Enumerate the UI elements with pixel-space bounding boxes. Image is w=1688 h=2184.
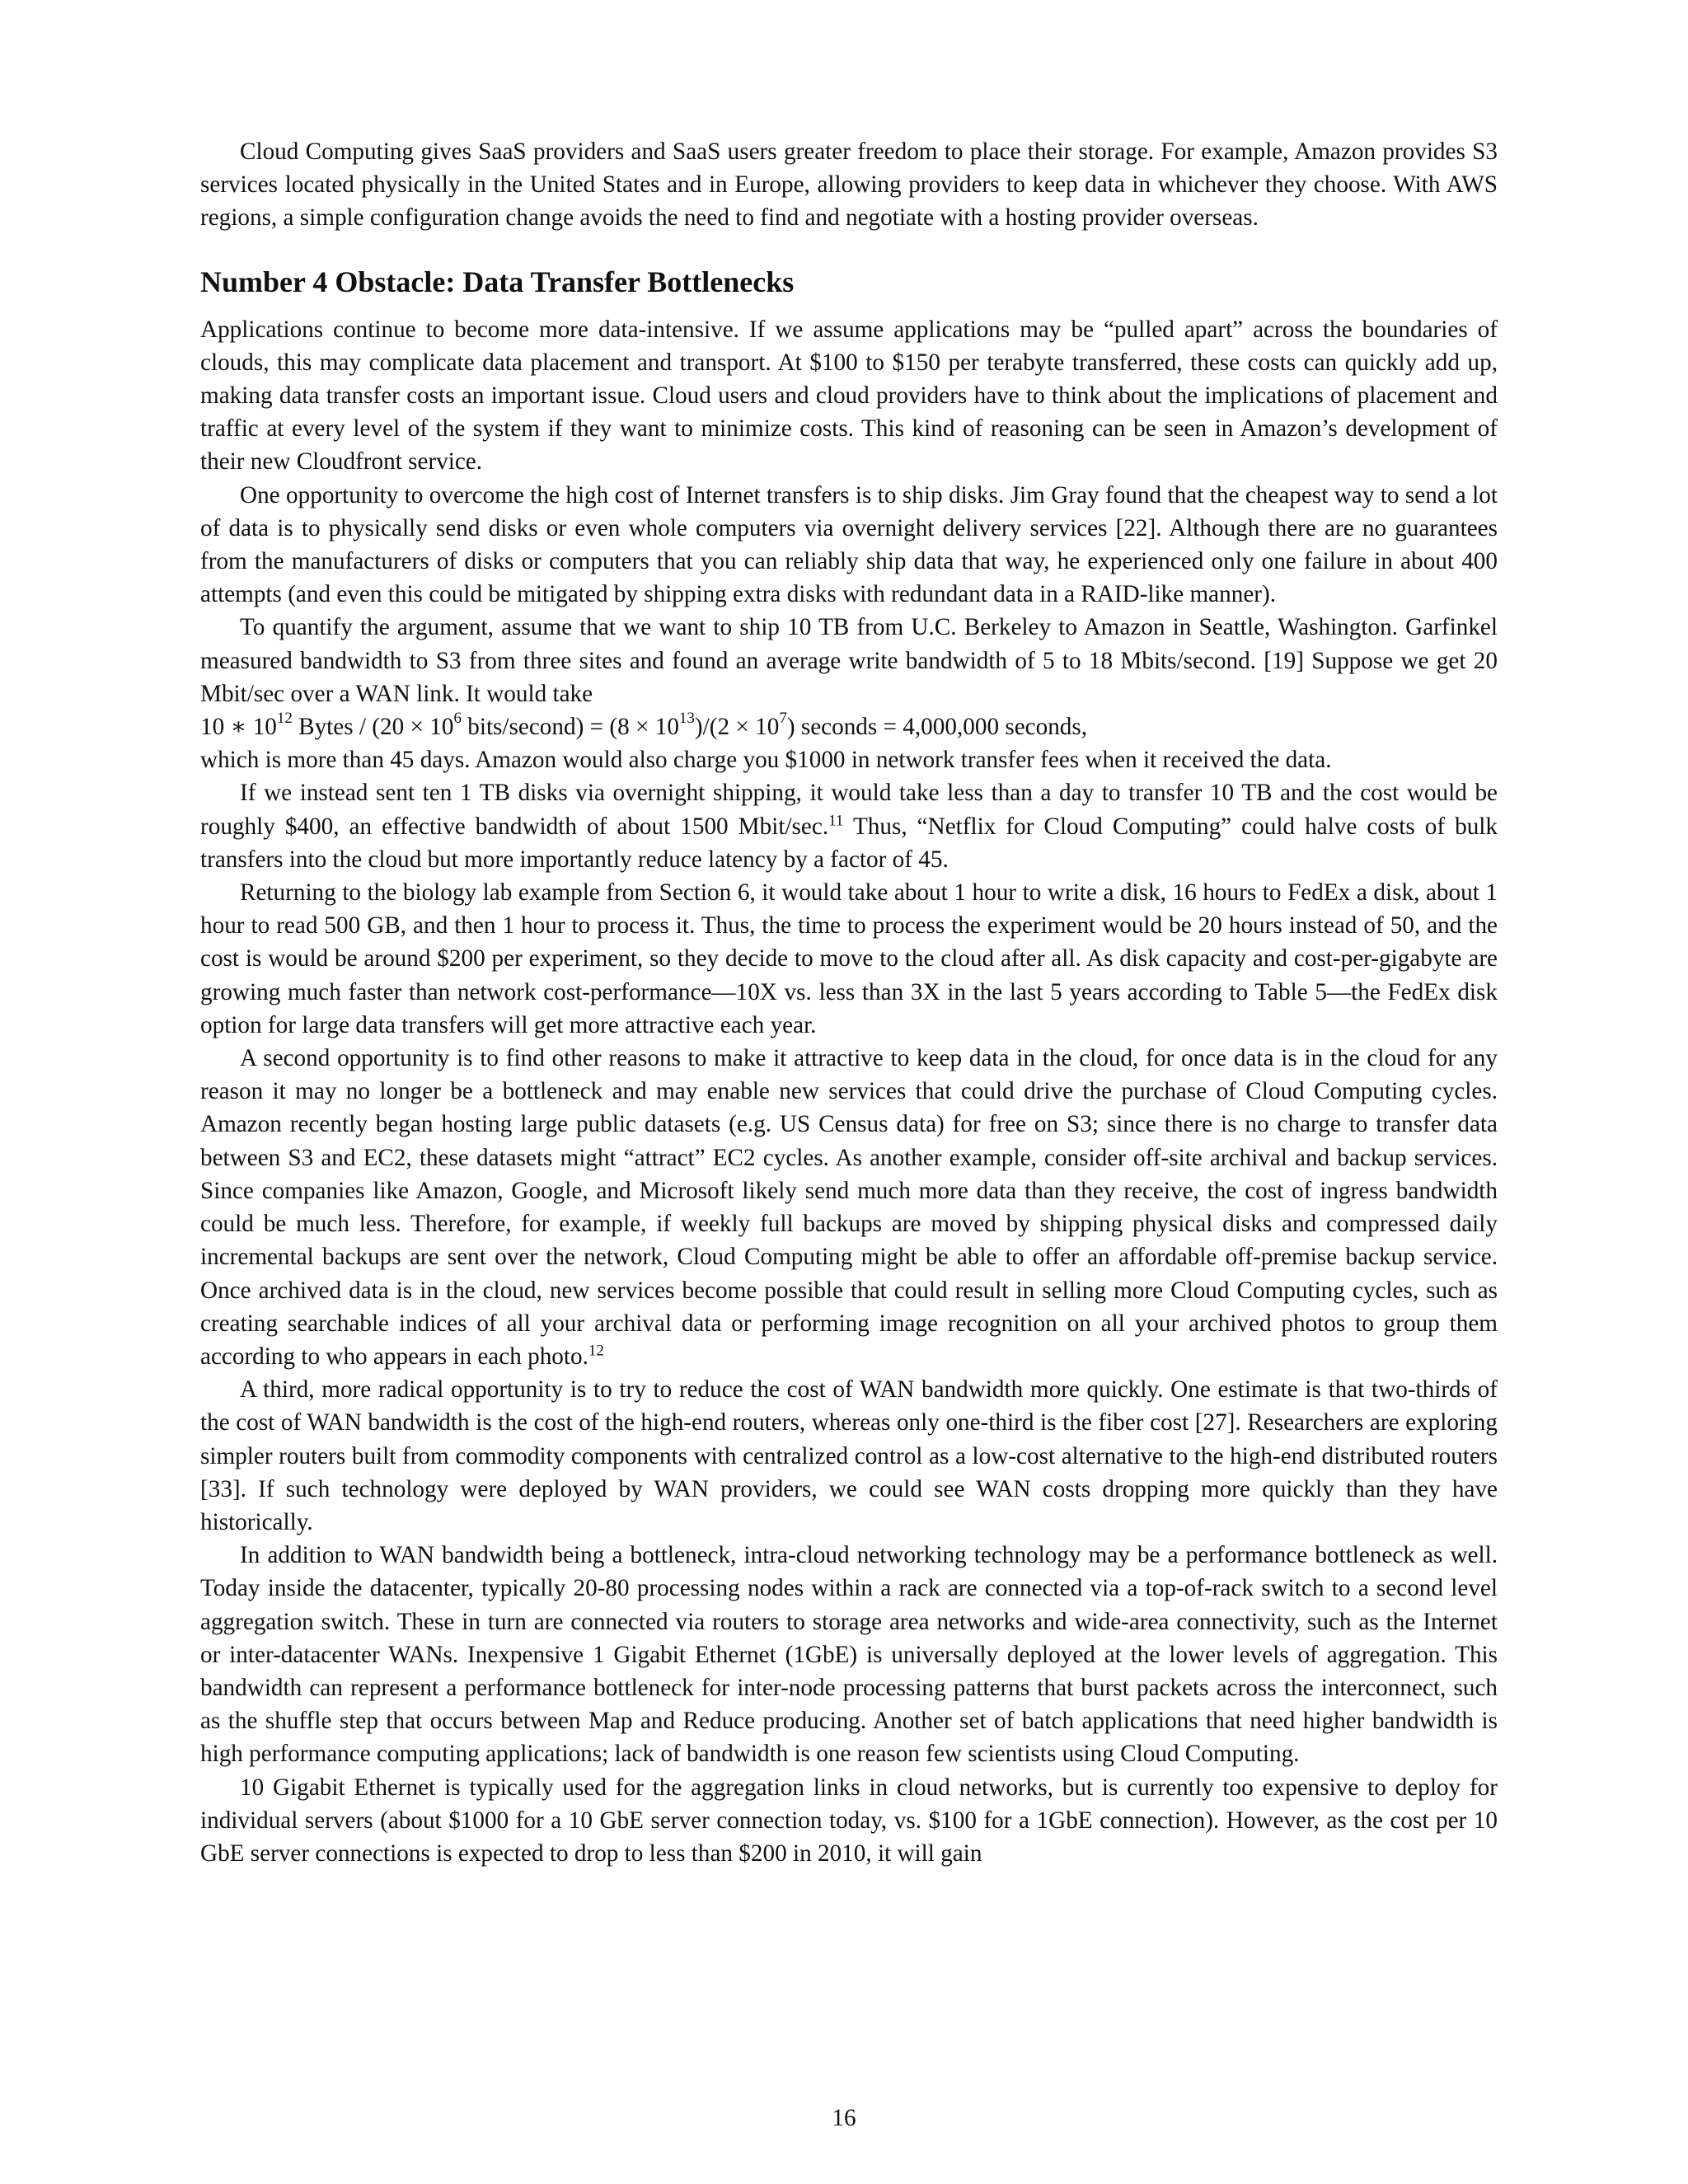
footnote-ref-12[interactable]: 12 bbox=[588, 1342, 604, 1360]
paragraph-second-opportunity bbox=[200, 1042, 1498, 1373]
paragraph-biology-lab: Returning to the biology lab example from Section 6, it would take about 1 hour to write a disk, 16 hours to FedEx a disk, about 1 hour to read 500 GB, and then 1 hour to process it. Thus, the time to process the experiment would be 20 hours instead of 50, and the cost is would be around $200 per experiment, so they decide to move to the cloud after all. As disk capacity and cost-per-gigabyte are growing much faster than network cost-performance—10X vs. less than 3X in the last 5 years according to Table 5—the FedEx disk option for large data transfers will get more attractive each year. bbox=[200, 879, 1498, 1038]
paragraph-storage-freedom: Cloud Computing gives SaaS providers and SaaS users greater freedom to place their storage. For example, Amazon provides S3 services located physically in the United States and in Europe, allowing providers to keep data in whichever they choose. With AWS regions, a simple configuration change avoids the need to find and negotiate with a hosting provider overseas. bbox=[200, 138, 1498, 232]
paragraph-ship-disks: One opportunity to overcome the high cost of Internet transfers is to ship disks. Jim Gray found that the cheapest way to send a lot of data is to physically send disks or even whole computers via overnight delivery services [22]. Although there are no guarantees from the manufacturers of disks or computers that you can reliably ship data that way, he experienced only one failure in about 400 attempts (and even this could be mitigated by shipping extra disks with redundant data in a RAID-like manner). bbox=[200, 481, 1498, 608]
footnote-ref-11[interactable]: 11 bbox=[828, 811, 844, 829]
paragraph-text: A second opportunity is to find other reasons to make it attractive to keep data in the cloud, for once data is in the cloud for any reason it may no longer be a bottleneck and may enable new services that could drive the purchase of Cloud Computing cycles. Amazon recently began hosting large public datasets (e.g. US Census data) for free on S3; since there is no charge to transfer data between S3 and EC2, these datasets might “attract” EC2 cycles. As another example, consider off-site archival and backup services. Since companies like Amazon, Google, and Microsoft likely send much more data than they receive, the cost of ingress bandwidth could be much less. Therefore, for example, if weekly full backups are moved by shipping physical disks and compressed daily incremental backups are sent over the network, Cloud Computing might be able to offer an affordable off-premise backup service. Once archived data is in the cloud, new services become possible that could result in selling more Cloud Computing cycles, such as creating searchable indices of all your archival data or performing image recognition on all your archived photos to group them according to who appears in each photo. bbox=[200, 1045, 1498, 1370]
page-number: 16 bbox=[832, 2105, 856, 2131]
paragraph-data-intensive: Applications continue to become more data-intensive. If we assume applications may be “pulled apart” across the boundaries of clouds, this may complicate data placement and transport. At $100 to $150 per terabyte transferred, these costs can quickly add up, making data transfer costs an important issue. Cloud users and cloud providers have to think about the implications of placement and traffic at every level of the system if they want to minimize costs. This kind of reasoning can be seen in Amazon’s development of their new Cloudfront service. bbox=[200, 316, 1498, 476]
paragraph-10-gigabit: 10 Gigabit Ethernet is typically used for the aggregation links in cloud networks, but is currently too expensive to deploy for individual servers (about $1000 for a 10 GbE server connection today, vs. $100 for a 1GbE connection). However, as the cost per 10 GbE server connections is expected to drop to less than $200 in 2010, it will gain bbox=[200, 1774, 1498, 1867]
equation-exponent: 13 bbox=[678, 710, 695, 728]
paragraph-quantify: To quantify the argument, assume that we want to ship 10 TB from U.C. Berkeley to Amazon in Seattle, Washington. Garfinkel measured bandwidth to S3 from three sites and found an average write bandwidth of 5 to 18 Mbits/second. [19] Suppose we get 20 Mbit/sec over a WAN link. It would take bbox=[200, 614, 1498, 707]
paragraph-text: If we instead sent ten 1 TB disks via overnight shipping, it would take less than a day to transfer 10 TB and the cost would be roughly $400, an effective bandwidth of about 1500 Mbit/sec. bbox=[200, 780, 1498, 840]
equation-part: 10 ∗ 10 bbox=[200, 714, 277, 741]
paragraph-45-days: which is more than 45 days. Amazon would also charge you $1000 in network transfer fees when it received the data. bbox=[200, 747, 1332, 774]
equation-exponent: 12 bbox=[276, 710, 293, 728]
equation-part: bits/second) = (8 × 10 bbox=[461, 714, 679, 741]
paragraph-text: Thus, “Netflix for Cloud Computing” could halve costs of bulk transfers into the cloud but more importantly reduce latency by a factor of 45. bbox=[200, 813, 1498, 873]
equation-part: )/(2 × 10 bbox=[694, 714, 780, 741]
section-heading: Number 4 Obstacle: Data Transfer Bottlenecks bbox=[200, 265, 795, 298]
equation-exponent: 6 bbox=[453, 710, 462, 728]
equation-part: Bytes / (20 × 10 bbox=[292, 714, 454, 741]
page-body bbox=[200, 135, 1498, 1870]
paragraph-third-opportunity: A third, more radical opportunity is to try to reduce the cost of WAN bandwidth more quickly. One estimate is that two-thirds of the cost of WAN bandwidth is the cost of the high-end routers, whereas only one-third is the fiber cost [27]. Researchers are exploring simpler routers built from commodity components with centralized control as a low-cost alternative to the high-end distributed routers [33]. If such technology were deployed by WAN providers, we could see WAN costs dropping more quickly than they have historically. bbox=[200, 1376, 1498, 1535]
equation-part: ) seconds = 4,000,000 seconds, bbox=[786, 714, 1088, 741]
paragraph-intra-cloud: In addition to WAN bandwidth being a bottleneck, intra-cloud networking technology may be a performance bottleneck as well. Today inside the datacenter, typically 20-80 processing nodes within a rack are connected via a top-of-rack switch to a second level aggregation switch. These in turn are connected via routers to storage area networks and wide-area connectivity, such as the Internet or inter-datacenter WANs. Inexpensive 1 Gigabit Ethernet (1GbE) is universally deployed at the lower levels of aggregation. This bandwidth can represent a performance bottleneck for inter-node processing patterns that burst packets across the interconnect, such as the shuffle step that occurs between Map and Reduce producing. Another set of batch applications that need higher bandwidth is high performance computing applications; lack of bandwidth is one reason few scientists using Cloud Computing. bbox=[200, 1542, 1498, 1768]
paragraph-overnight-shipping bbox=[200, 776, 1498, 876]
equation-transfer-time bbox=[200, 710, 1498, 743]
equation-exponent: 7 bbox=[779, 710, 787, 728]
